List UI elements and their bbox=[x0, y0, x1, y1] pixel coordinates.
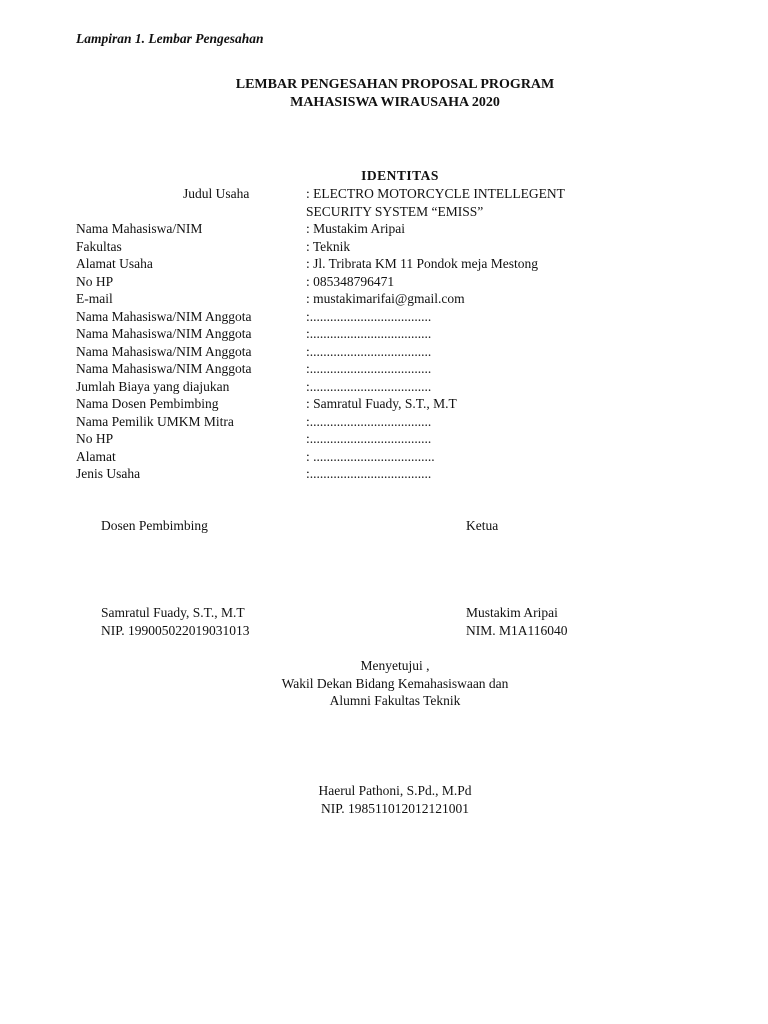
identity-row bbox=[76, 430, 696, 448]
identity-row bbox=[76, 238, 696, 256]
document-title-line-1: LEMBAR PENGESAHAN PROPOSAL PROGRAM bbox=[235, 77, 555, 92]
identity-row bbox=[76, 413, 696, 431]
identity-row bbox=[76, 220, 696, 238]
identity-label: No HP bbox=[76, 431, 114, 446]
approval-line-3: Alumni Fakultas Teknik bbox=[329, 693, 461, 708]
identity-value: SECURITY SYSTEM “EMISS” bbox=[306, 203, 484, 219]
identity-value: :.................................... bbox=[306, 378, 432, 394]
identity-row bbox=[76, 343, 696, 361]
identity-value: : Jl. Tribrata KM 11 Pondok meja Mestong bbox=[306, 256, 539, 271]
section-heading-identitas: IDENTITAS bbox=[361, 168, 439, 183]
identity-label: Judul Usaha bbox=[183, 186, 250, 201]
identity-label: Nama Pemilik UMKM Mitra bbox=[76, 413, 234, 429]
identity-value: :.................................... bbox=[306, 326, 432, 341]
identity-value: : 085348796471 bbox=[306, 273, 395, 289]
identity-value: : Samratul Fuady, S.T., M.T bbox=[306, 396, 457, 411]
identity-value: :.................................... bbox=[306, 343, 432, 359]
identity-label: Nama Mahasiswa/NIM bbox=[76, 221, 203, 236]
approval-line-1: Menyetujui , bbox=[360, 658, 430, 673]
approver-name: Haerul Pathoni, S.Pd., M.Pd bbox=[318, 783, 472, 798]
identity-value: : .................................... bbox=[306, 448, 435, 464]
identity-label: Nama Mahasiswa/NIM Anggota bbox=[76, 343, 252, 359]
identity-row bbox=[76, 273, 696, 291]
identity-label: Nama Mahasiswa/NIM Anggota bbox=[76, 361, 252, 376]
identity-value: :.................................... bbox=[306, 361, 432, 376]
identity-row bbox=[76, 290, 696, 308]
identity-row bbox=[76, 325, 696, 343]
identity-label: Alamat Usaha bbox=[76, 256, 153, 271]
identity-label: Jumlah Biaya yang diajukan bbox=[76, 378, 230, 394]
identity-value: :.................................... bbox=[306, 308, 432, 324]
identity-row bbox=[76, 308, 696, 326]
appendix-label: Lampiran 1. Lembar Pengesahan bbox=[76, 31, 264, 46]
identity-row bbox=[76, 378, 696, 396]
approver-id: NIP. 198511012012121001 bbox=[320, 801, 469, 816]
identity-value: : ELECTRO MOTORCYCLE INTELLEGENT bbox=[306, 186, 565, 201]
identity-value: :.................................... bbox=[306, 431, 432, 446]
identity-row bbox=[76, 255, 696, 273]
left-signatory-name: Samratul Fuady, S.T., M.T bbox=[101, 605, 245, 620]
identity-row bbox=[76, 448, 696, 466]
identity-row bbox=[76, 395, 696, 413]
identity-row bbox=[76, 360, 696, 378]
right-signatory-name: Mustakim Aripai bbox=[466, 605, 558, 620]
identity-label: E-mail bbox=[76, 291, 113, 306]
left-signatory-title: Dosen Pembimbing bbox=[101, 518, 208, 533]
identity-value: :.................................... bbox=[306, 413, 432, 429]
identity-label: Alamat bbox=[76, 448, 116, 464]
right-signatory-id: NIM. M1A116040 bbox=[466, 623, 568, 638]
document-title-line-2: MAHASISWA WIRAUSAHA 2020 bbox=[290, 95, 500, 110]
identity-label: Nama Mahasiswa/NIM Anggota bbox=[76, 308, 252, 324]
identity-label: Fakultas bbox=[76, 238, 122, 254]
identity-label: No HP bbox=[76, 273, 114, 289]
identity-row bbox=[76, 203, 696, 221]
approval-line-2: Wakil Dekan Bidang Kemahasiswaan dan bbox=[281, 676, 509, 691]
identity-label: Nama Dosen Pembimbing bbox=[76, 396, 219, 411]
right-signatory-title: Ketua bbox=[466, 518, 499, 533]
left-signatory-id: NIP. 199005022019031013 bbox=[101, 623, 250, 638]
identity-value: : mustakimarifai@gmail.com bbox=[306, 291, 465, 306]
identity-label: Jenis Usaha bbox=[76, 466, 141, 481]
identity-value: :.................................... bbox=[306, 466, 432, 481]
identity-label: Nama Mahasiswa/NIM Anggota bbox=[76, 326, 252, 341]
identity-value: : Mustakim Aripai bbox=[306, 221, 405, 236]
identity-row bbox=[76, 465, 696, 483]
identity-row bbox=[76, 185, 696, 203]
identity-value: : Teknik bbox=[306, 238, 351, 254]
